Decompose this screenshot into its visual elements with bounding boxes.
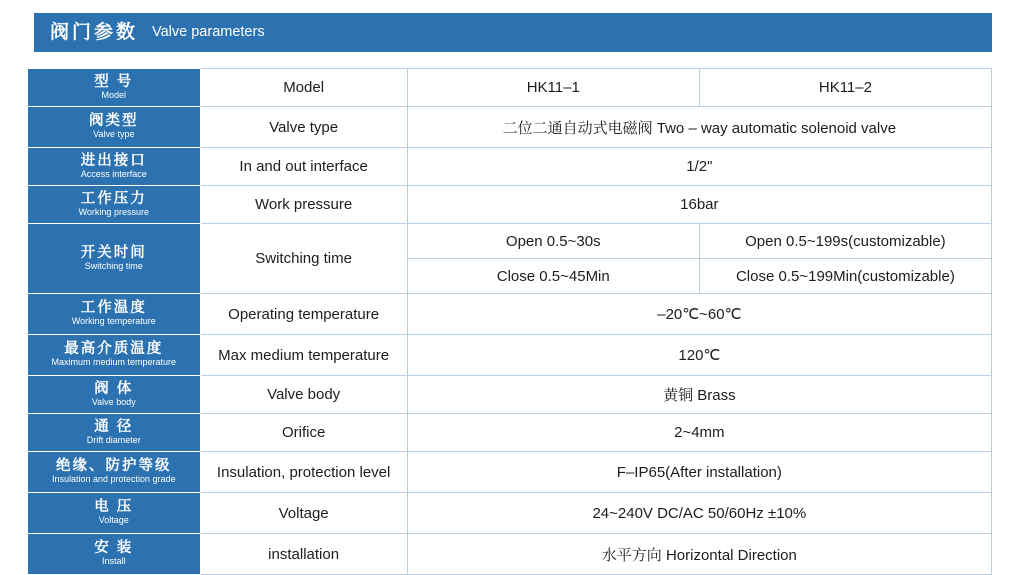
table-row (28, 186, 992, 224)
row-name: Model (200, 69, 407, 107)
row-name: Insulation, protection level (200, 452, 407, 493)
row-label-en: Model (101, 89, 127, 100)
table-row (28, 335, 992, 376)
table-row (28, 534, 992, 575)
row-name: Valve body (200, 376, 407, 414)
row-value-4: Close 0.5~199Min(customizable) (699, 259, 991, 294)
table-row (28, 414, 992, 452)
row-label-cn: 开关时间 (80, 244, 147, 261)
row-label-install (28, 534, 200, 575)
row-value-1: 黄铜 Brass (407, 376, 991, 414)
row-label-en: Switching time (84, 260, 143, 271)
row-value-1: 二位二通自动式电磁阀 Two – way automatic solenoid valve (407, 107, 991, 148)
valve-parameters-table (28, 68, 992, 575)
row-name: installation (200, 534, 407, 575)
row-value-1: HK11–1 (407, 69, 699, 107)
row-label-cn: 阀 体 (94, 380, 134, 397)
row-label-cn: 最高介质温度 (64, 341, 164, 358)
row-label-working-temperature (28, 294, 200, 335)
row-label-cn: 型 号 (94, 73, 134, 90)
row-name: Switching time (200, 224, 407, 294)
row-label-insulation-protection-grade (28, 452, 200, 493)
row-value-1: Open 0.5~30s (407, 224, 699, 259)
row-label-en: Voltage (98, 515, 129, 526)
row-label-en: Drift diameter (86, 434, 141, 445)
row-label-voltage (28, 493, 200, 534)
row-label-cn: 进出接口 (80, 152, 147, 169)
row-label-en: Valve body (91, 396, 136, 407)
table-row (28, 224, 992, 259)
row-value-1: –20℃~60℃ (407, 294, 991, 335)
row-name: Max medium temperature (200, 335, 407, 376)
row-name: In and out interface (200, 148, 407, 186)
row-value-2: Open 0.5~199s(customizable) (699, 224, 991, 259)
page-title-en: Valve parameters (152, 24, 265, 41)
row-label-en: Valve type (93, 129, 135, 140)
row-label-working-pressure (28, 186, 200, 224)
row-label-cn: 阀类型 (89, 113, 139, 130)
table-row (28, 148, 992, 186)
row-label-en: Access interface (80, 168, 147, 179)
row-label-cn: 工作压力 (80, 190, 147, 207)
table-row (28, 376, 992, 414)
row-label-cn: 电 压 (94, 499, 134, 516)
table-row (28, 493, 992, 534)
row-name: Voltage (200, 493, 407, 534)
row-label-valve-body (28, 376, 200, 414)
row-value-1: 1/2" (407, 148, 991, 186)
row-name: Work pressure (200, 186, 407, 224)
table-row (28, 69, 992, 107)
table-row (28, 294, 992, 335)
page-header (28, 13, 992, 52)
row-value-1: F–IP65(After installation) (407, 452, 991, 493)
row-label-cn: 通 径 (94, 418, 134, 435)
row-label-maximum-medium-temperature (28, 335, 200, 376)
row-label-valve-type (28, 107, 200, 148)
row-label-en: Install (102, 556, 126, 567)
row-name: Valve type (200, 107, 407, 148)
row-name: Operating temperature (200, 294, 407, 335)
row-value-2: HK11–2 (699, 69, 991, 107)
row-label-en: Insulation and protection grade (51, 474, 176, 485)
row-label-drift-diameter (28, 414, 200, 452)
row-label-cn: 安 装 (94, 540, 134, 557)
row-label-en: Working pressure (78, 206, 149, 217)
row-label-model (28, 69, 200, 107)
row-label-en: Working temperature (71, 316, 156, 327)
row-value-1: 120℃ (407, 335, 991, 376)
row-label-en: Maximum medium temperature (51, 357, 177, 368)
row-value-1: 2~4mm (407, 414, 991, 452)
row-value-1: 16bar (407, 186, 991, 224)
row-label-access-interface (28, 148, 200, 186)
row-label-cn: 绝缘、防护等级 (56, 458, 172, 475)
table-row (28, 107, 992, 148)
page-title-cn: 阀门参数 (50, 22, 139, 43)
row-name: Orifice (200, 414, 407, 452)
row-value-3: Close 0.5~45Min (407, 259, 699, 294)
row-label-switching-time (28, 224, 200, 294)
row-label-cn: 工作温度 (80, 300, 147, 317)
row-value-1: 水平方向 Horizontal Direction (407, 534, 991, 575)
header-accent-bar (28, 13, 34, 52)
table-row (28, 452, 992, 493)
row-value-1: 24~240V DC/AC 50/60Hz ±10% (407, 493, 991, 534)
